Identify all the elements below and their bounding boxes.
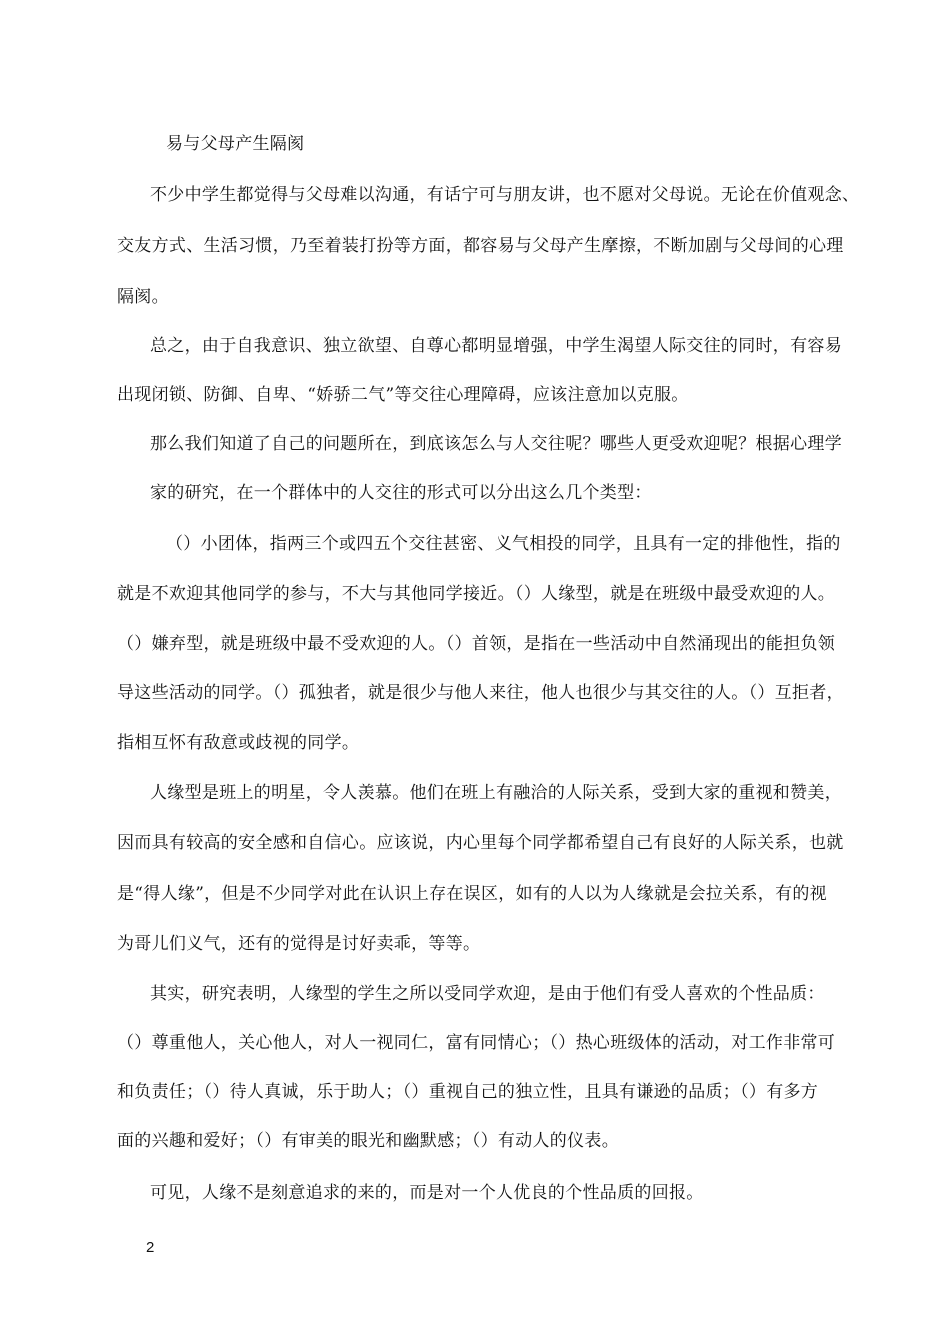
text-line: 导这些活动的同学。（）孤独者，就是很少与他人来往，他人也很少与其交往的人。（）互拒者， (117, 683, 844, 703)
text-line: 易与父母产生隔阂 (166, 134, 305, 154)
text-line: 总之，由于自我意识、独立欲望、自尊心都明显增强，中学生渴望人际交往的同时，有容易 (150, 336, 842, 356)
text-line: 人缘型是班上的明星，令人羡慕。他们在班上有融洽的人际关系，受到大家的重视和赞美， (150, 783, 842, 803)
text-line: 那么我们知道了自己的问题所在，到底该怎么与人交往呢？哪些人更受欢迎呢？根据心理学 (150, 434, 842, 454)
text-line: 隔阂。 (117, 287, 169, 307)
text-line: 指相互怀有敌意或歧视的同学。 (117, 733, 360, 753)
text-line: （）尊重他人，关心他人，对人一视同仁，富有同情心；（）热心班级体的活动，对工作非常可 (117, 1033, 836, 1053)
text-line: 就是不欢迎其他同学的参与，不大与其他同学接近。（）人缘型，就是在班级中最受欢迎的人。 (117, 584, 836, 604)
text-line: 和负责任；（）待人真诚，乐于助人；（）重视自己的独立性，且具有谦逊的品质；（）有多方 (117, 1082, 819, 1102)
text-line: 出现闭锁、防御、自卑、“娇骄二气”等交往心理障碍，应该注意加以克服。 (117, 385, 689, 405)
text-line: 其实，研究表明，人缘型的学生之所以受同学欢迎，是由于他们有受人喜欢的个性品质： (150, 984, 825, 1004)
text-line: 交友方式、生活习惯，乃至着装打扮等方面，都容易与父母产生摩擦，不断加剧与父母间的心理 (117, 236, 844, 256)
text-line: 是“得人缘”，但是不少同学对此在认识上存在误区，如有的人以为人缘就是会拉关系，有的视 (117, 884, 827, 904)
text-line: （）小团体，指两三个或四五个交往甚密、义气相投的同学，且具有一定的排他性，指的 (166, 534, 841, 554)
text-line: 家的研究，在一个群体中的人交往的形式可以分出这么几个类型： (150, 483, 652, 503)
text-line: 因而具有较高的安全感和自信心。应该说，内心里每个同学都希望自己有良好的人际关系，也就 (117, 833, 844, 853)
text-line: （）嫌弃型，就是班级中最不受欢迎的人。（）首领，是指在一些活动中自然涌现出的能担负领 (117, 634, 836, 654)
page-number: 2 (146, 1239, 155, 1256)
text-line: 面的兴趣和爱好；（）有审美的眼光和幽默感；（）有动人的仪表。 (117, 1131, 619, 1151)
text-line: 为哥儿们义气，还有的觉得是讨好卖乖，等等。 (117, 934, 481, 954)
text-line: 不少中学生都觉得与父母难以沟通，有话宁可与朋友讲，也不愿对父母说。无论在价值观念、 (150, 185, 860, 205)
text-line: 可见，人缘不是刻意追求的来的，而是对一个人优良的个性品质的回报。 (150, 1183, 704, 1203)
